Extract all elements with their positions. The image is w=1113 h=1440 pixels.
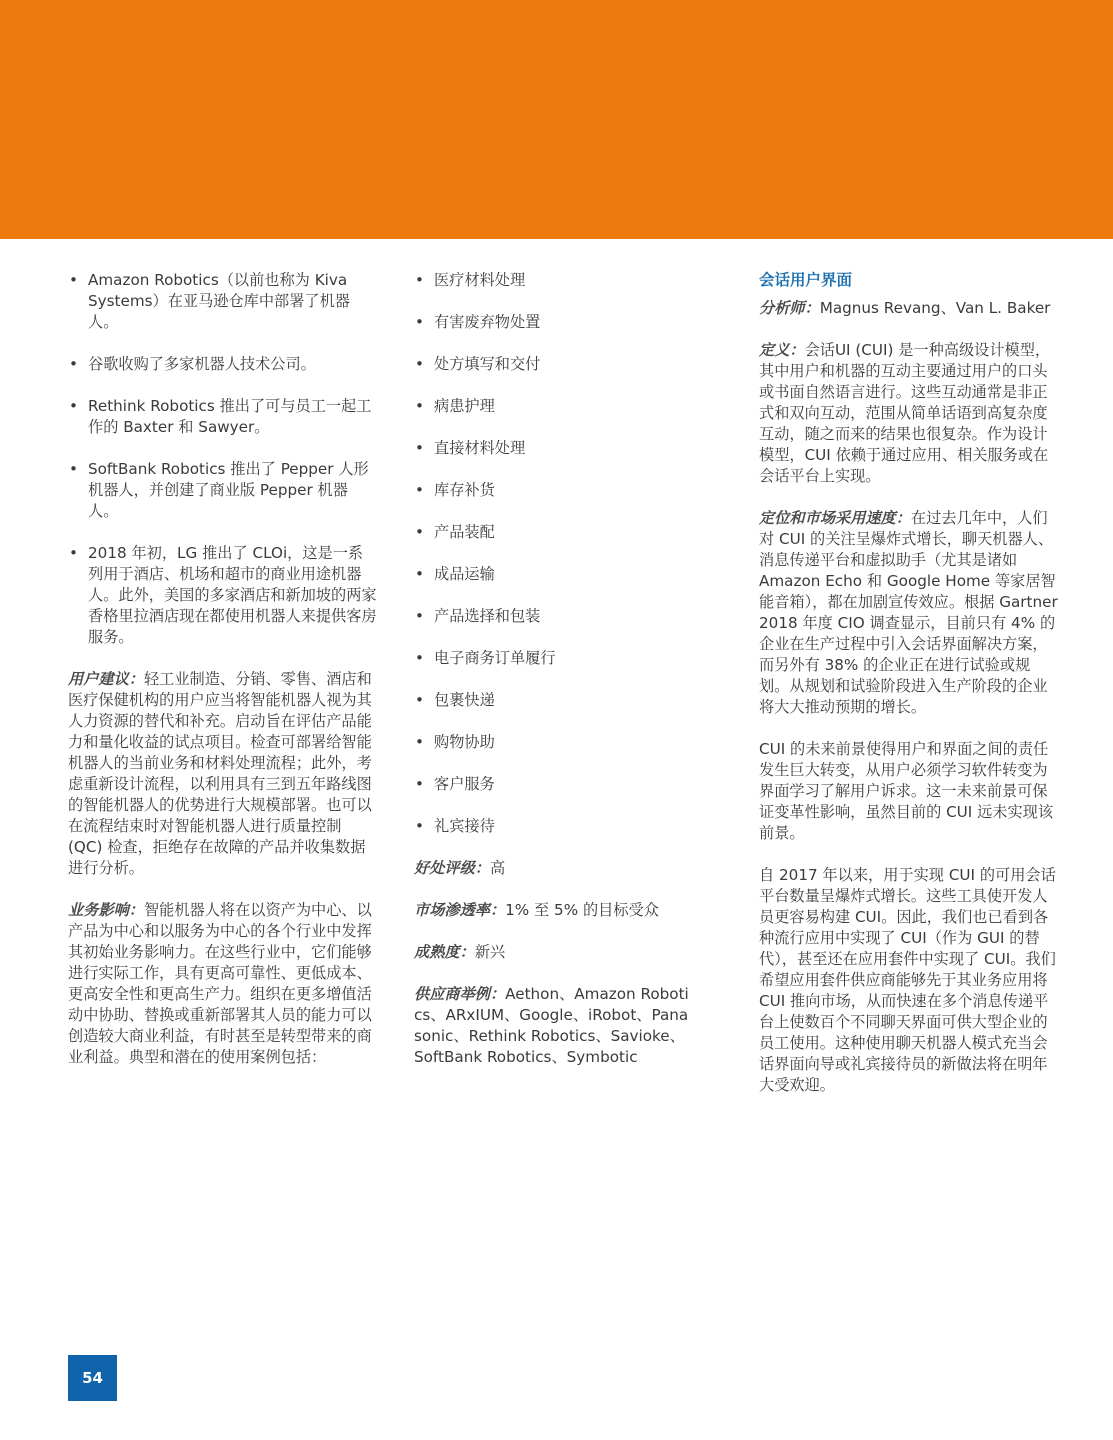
definition-paragraph: 定义：会话UI (CUI) 是一种高级设计模型，其中用户和机器的互动主要通过用户的口头或书面自然语言进行。这些互动通常是非正式和双向互动，范围从简单话语到高复杂度互动，随之而来的结果也很复杂。作为设计模型，CUI 依赖于通过应用、相关服务或在会话平台上实现。	[759, 341, 1051, 485]
list-item: • 有害废弃物处置	[415, 313, 541, 331]
list-item: • 谷歌收购了多家机器人技术公司。	[69, 355, 316, 373]
list-item: • 购物协助	[415, 733, 495, 751]
list-item: • 病患护理	[415, 397, 495, 415]
header-banner	[0, 0, 1113, 239]
benefit-rating: 好处评级：高	[414, 859, 506, 877]
list-item: • 处方填写和交付	[415, 355, 541, 373]
business-impact-label: 业务影响：	[68, 901, 144, 919]
body-paragraph: 自 2017 年以来，用于实现 CUI 的可用会话平台数量呈爆炸式增长。这些工具使开发人员更容易构建 CUI。因此，我们也已看到各种流行应用中实现了 CUI（作为 GUI 的替代），甚至还在应用套件中实现了 CUI。我们希望应用套件供应商能够先于其业务应用将 CUI 推向市场，从而快速在多个消息传递平台上使数百个不同聊天界面可供大型企业的员工使用。这种使用聊天机器人模式充当会话界面向导或礼宾接待员的新做法将在明年大受欢迎。	[759, 866, 1056, 1094]
maturity: 成熟度：新兴	[414, 943, 506, 961]
list-item: • 医疗材料处理	[415, 271, 526, 289]
column-left	[68, 270, 378, 1089]
user-advice-paragraph: 用户建议：轻工业制造、分销、零售、酒店和医疗保健机构的用户应当将智能机器人视为其人力资源的替代和补充。启动旨在评估产品能力和量化收益的试点项目。检查可部署给智能机器人的当前业务和材料处理流程；此外，考虑重新设计流程，以利用具有三到五年路线图的智能机器人的优势进行大规模部署。也可以在流程结束时对智能机器人进行质量控制 (QC) 检查，拒绝存在故障的产品并收集数据进行分析。	[68, 670, 372, 877]
sample-vendors: 供应商举例：Aethon、Amazon Robotics、ARxIUM、Google、iRobot、Panasonic、Rethink Robotics、Savioke、SoftBank Robotics、Symbotic	[414, 985, 689, 1066]
list-item: • Amazon Robotics（以前也称为 Kiva Systems）在亚马逊仓库中部署了机器人。	[69, 271, 350, 331]
column-right	[759, 270, 1059, 1117]
list-item: • 包裹快递	[415, 691, 495, 709]
position-paragraph: 定位和市场采用速度：在过去几年中，人们对 CUI 的关注呈爆炸式增长，聊天机器人、消息传递平台和虚拟助手（尤其是诸如 Amazon Echo 和 Google Home 等家居智能音箱），都在加剧宣传效应。根据 Gartner 2018 年度 CIO 调查显示，目前只有 4% 的企业在生产过程中引入会话界面解决方案，而另外有 38% 的企业正在进行试验或规划。从规划和试验阶段进入生产阶段的企业将大大推动预期的增长。	[759, 509, 1058, 716]
page-number: 54	[68, 1355, 117, 1401]
column-middle	[414, 270, 694, 1089]
list-item: • 库存补货	[415, 481, 495, 499]
market-penetration: 市场渗透率：1% 至 5% 的目标受众	[414, 901, 659, 919]
list-item: • 产品装配	[415, 523, 495, 541]
list-item: • 成品运输	[415, 565, 495, 583]
section-title: 会话用户界面	[759, 271, 853, 289]
list-item: • 2018 年初，LG 推出了 CLOi，这是一系列用于酒店、机场和超市的商业用途机器人。此外，美国的多家酒店和新加坡的两家香格里拉酒店现在都使用机器人来提供客房服务。	[69, 544, 377, 646]
business-impact-paragraph: 业务影响：智能机器人将在以资产为中心、以产品为中心和以服务为中心的各个行业中发挥其初始业务影响力。在这些行业中，它们能够进行实际工作，具有更高可靠性、更低成本、更高安全性和更高生产力。组织在更多增值活动中协助、替换或重新部署其人员的能力可以创造较大商业利益，有时甚至是转型带来的商业利益。典型和潜在的使用案例包括：	[68, 901, 372, 1066]
list-item: • SoftBank Robotics 推出了 Pepper 人形机器人，并创建了商业版 Pepper 机器人。	[69, 460, 369, 520]
user-advice-label: 用户建议：	[68, 670, 144, 688]
use-cases-list	[414, 270, 694, 837]
list-item: • 客户服务	[415, 775, 495, 793]
list-item: • 礼宾接待	[415, 817, 495, 835]
list-item: • 直接材料处理	[415, 439, 526, 457]
body-paragraph: CUI 的未来前景使得用户和界面之间的责任发生巨大转变，从用户必须学习软件转变为界面学习了解用户诉求。这一未来前景可保证变革性影响，虽然目前的 CUI 远未实现该前景。	[759, 740, 1054, 842]
vendor-examples-list	[68, 270, 378, 648]
list-item: • 电子商务订单履行	[415, 649, 556, 667]
list-item: • Rethink Robotics 推出了可与员工一起工作的 Baxter 和 Sawyer。	[69, 397, 372, 436]
analysts: 分析师：Magnus Revang、Van L. Baker	[759, 299, 1051, 317]
list-item: • 产品选择和包装	[415, 607, 541, 625]
